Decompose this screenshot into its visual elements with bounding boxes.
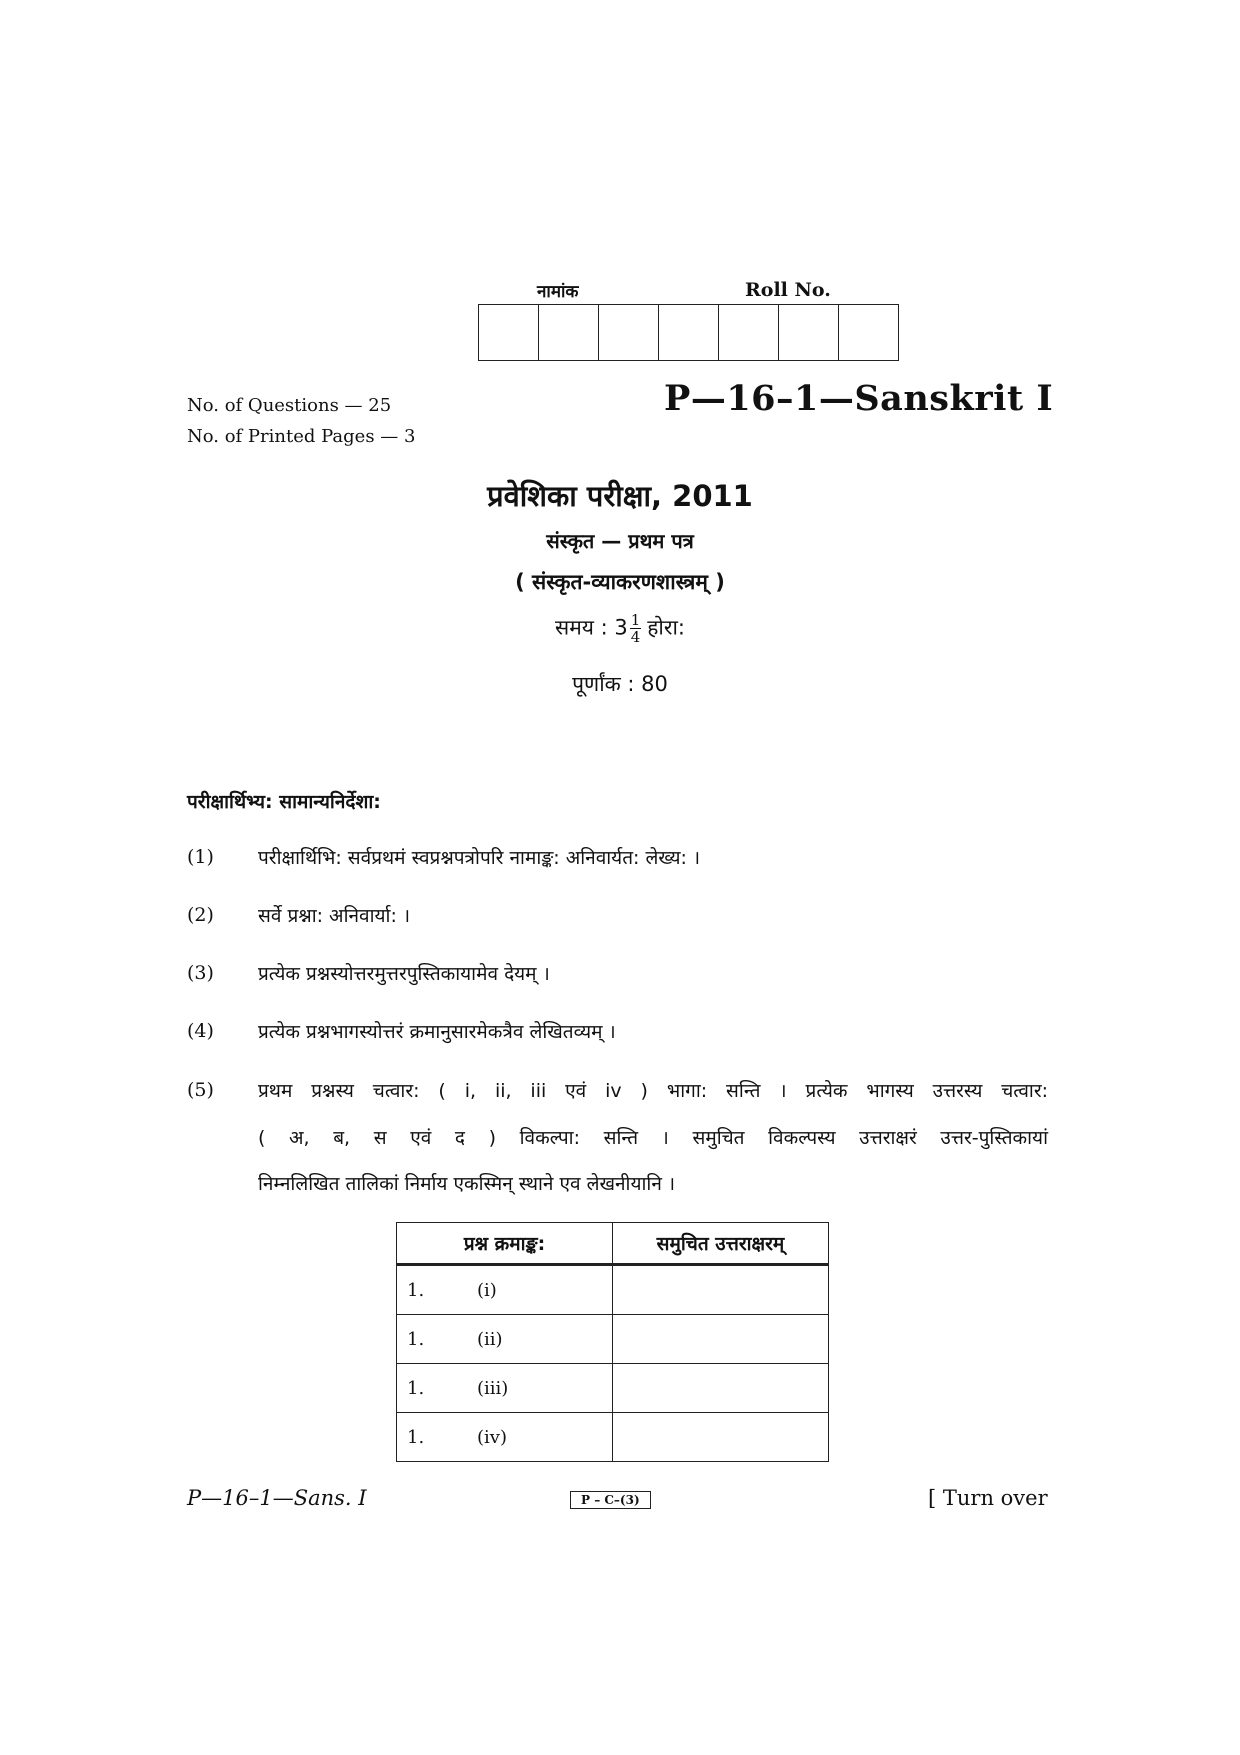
question-cell bbox=[397, 1364, 613, 1413]
footer-paper-code: P—16–1—Sans. I bbox=[187, 1486, 367, 1510]
question-number: 1. bbox=[407, 1279, 425, 1301]
roll-box bbox=[719, 304, 779, 361]
answer-cell bbox=[613, 1364, 829, 1413]
instruction-text: परीक्षार्थिभि: सर्वप्रथमं स्वप्रश्नपत्रोपरि नामाङ्क: अनिवार्यत: लेख्य: । bbox=[258, 847, 701, 869]
roll-box bbox=[779, 304, 839, 361]
time-suffix: होरा: bbox=[647, 615, 685, 640]
instruction-text: प्रत्येक प्रश्नस्योत्तरमुत्तरपुस्तिकायामेव देयम् । bbox=[258, 963, 550, 985]
roll-box bbox=[479, 304, 539, 361]
paper-code: P—16–1—Sanskrit I bbox=[664, 378, 1054, 419]
question-cell bbox=[397, 1315, 613, 1364]
subject-subtitle: ( संस्कृत-व्याकरणशास्त्रम् ) bbox=[515, 570, 725, 594]
printed-pages-count: No. of Printed Pages — 3 bbox=[187, 426, 416, 447]
time-fraction-denominator: 4 bbox=[630, 628, 641, 646]
table-row bbox=[397, 1315, 829, 1364]
time-fraction bbox=[630, 612, 642, 645]
question-part: (i) bbox=[477, 1279, 497, 1301]
roll-box bbox=[839, 304, 899, 361]
instruction-text: प्रत्येक प्रश्नभागस्योत्तरं क्रमानुसारमेकत्रैव लेखितव्यम् । bbox=[258, 1021, 616, 1043]
question-number: 1. bbox=[407, 1377, 425, 1399]
instruction-number: (5) bbox=[187, 1079, 214, 1101]
table-header-answer: समुचित उत्तराक्षरम् bbox=[613, 1223, 829, 1265]
answer-cell bbox=[613, 1315, 829, 1364]
roll-box bbox=[539, 304, 599, 361]
table-row bbox=[397, 1413, 829, 1462]
instruction-number: (3) bbox=[187, 962, 214, 984]
instruction-text-line: प्रथम प्रश्नस्य चत्वार: ( i, ii, iii एवं iv ) भागा: सन्ति । प्रत्येक भागस्य उत्तरस्य चत्वार: bbox=[258, 1080, 1048, 1102]
question-cell bbox=[397, 1265, 613, 1315]
table-row bbox=[397, 1364, 829, 1413]
roll-label-hindi: नामांक bbox=[537, 282, 579, 302]
time-fraction-numerator: 1 bbox=[630, 611, 641, 629]
instruction-text: सर्वे प्रश्ना: अनिवार्या: । bbox=[258, 905, 411, 927]
time-prefix: समय : 3 bbox=[555, 615, 628, 640]
question-part: (iv) bbox=[477, 1426, 507, 1448]
roll-box bbox=[659, 304, 719, 361]
table-header-question-no: प्रश्न क्रमाङ्क: bbox=[397, 1223, 613, 1265]
instructions-heading: परीक्षार्थिभ्य: सामान्यनिर्देशा: bbox=[187, 791, 381, 813]
answer-cell bbox=[613, 1413, 829, 1462]
question-number: 1. bbox=[407, 1426, 425, 1448]
table-row bbox=[397, 1265, 829, 1315]
subject-title: संस्कृत — प्रथम पत्र bbox=[546, 529, 694, 553]
instruction-text-line: ( अ, ब, स एवं द ) विकल्पा: सन्ति । समुचित विकल्पस्य उत्तराक्षरं उत्तर-पुस्तिकायां bbox=[258, 1127, 1048, 1149]
footer-turn-over: [ Turn over bbox=[928, 1486, 1048, 1510]
instruction-text-line: निम्नलिखित तालिकां निर्माय एकस्मिन् स्थाने एव लेखनीयानि । bbox=[258, 1173, 676, 1195]
instruction-number: (1) bbox=[187, 846, 214, 868]
questions-count: No. of Questions — 25 bbox=[187, 395, 392, 416]
roll-number-boxes bbox=[478, 304, 899, 361]
instruction-number: (4) bbox=[187, 1020, 214, 1042]
exam-title: प्रवेशिका परीक्षा, 2011 bbox=[487, 479, 753, 513]
question-part: (ii) bbox=[477, 1328, 503, 1350]
roll-label-english: Roll No. bbox=[745, 279, 831, 301]
table-header-row bbox=[397, 1223, 829, 1265]
time-allowed bbox=[0, 612, 1240, 645]
instruction-number: (2) bbox=[187, 904, 214, 926]
question-part: (iii) bbox=[477, 1377, 509, 1399]
footer-page-code: P – C–(3) bbox=[570, 1491, 651, 1509]
max-marks: पूर्णांक : 80 bbox=[572, 672, 668, 696]
question-cell bbox=[397, 1413, 613, 1462]
roll-box bbox=[599, 304, 659, 361]
answer-table bbox=[396, 1222, 829, 1462]
answer-cell bbox=[613, 1265, 829, 1315]
question-number: 1. bbox=[407, 1328, 425, 1350]
